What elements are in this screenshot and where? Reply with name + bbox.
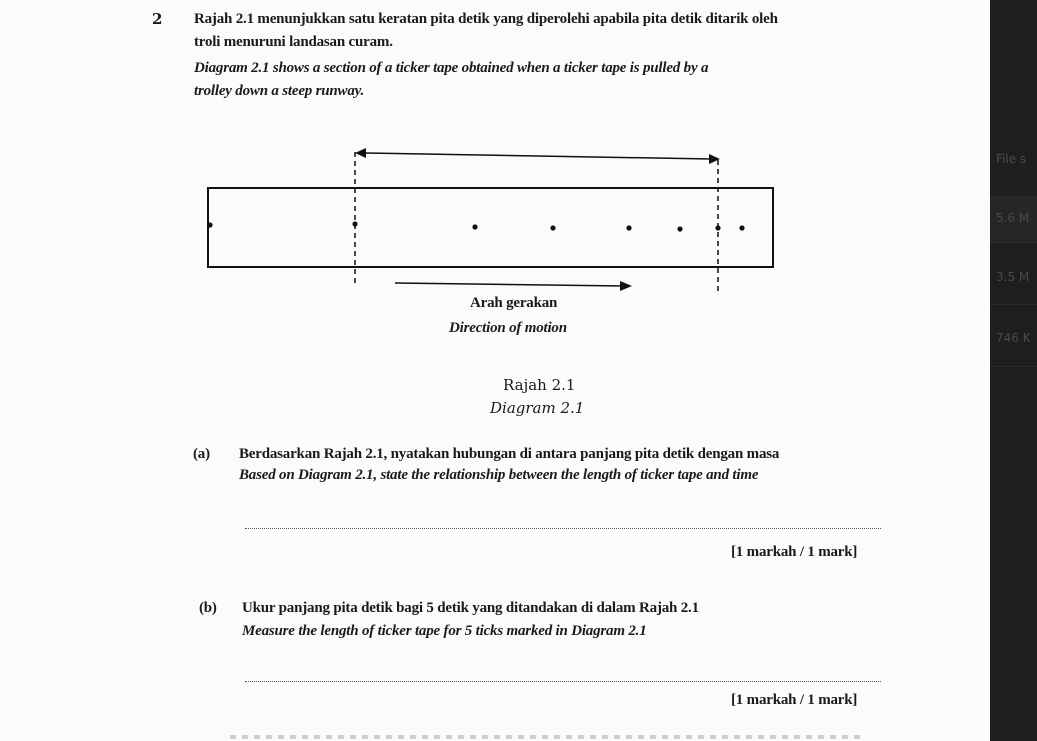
tape-dot [677, 226, 682, 231]
tape-dot [207, 222, 212, 227]
tape-dot [550, 225, 555, 230]
tape-dot [352, 221, 357, 226]
part-b-marks: [1 markah / 1 mark] [731, 692, 858, 708]
tape-dot [739, 225, 744, 230]
file-size-row[interactable]: 5.6 M [996, 211, 1030, 225]
direction-label-malay: Arah gerakan [470, 295, 558, 311]
side-divider [990, 366, 1037, 367]
part-a-malay: Berdasarkan Rajah 2.1, nyatakan hubungan di antara panjang pita detik dengan masa [239, 446, 780, 462]
side-divider [990, 196, 1037, 197]
part-b-english: Measure the length of ticker tape for 5 ticks marked in Diagram 2.1 [242, 623, 647, 639]
question-malay-line-2: troli menuruni landasan curam. [194, 34, 393, 50]
part-b-malay: Ukur panjang pita detik bagi 5 detik yang ditandakan di dalam Rajah 2.1 [242, 600, 699, 616]
question-malay-line-1: Rajah 2.1 menunjukkan satu keratan pita detik yang diperolehi apabila pita detik ditarik oleh [194, 11, 778, 27]
part-a-english: Based on Diagram 2.1, state the relationship between the length of ticker tape and time [239, 467, 759, 483]
question-number: 2 [152, 10, 163, 28]
direction-label-english: Direction of motion [449, 320, 567, 336]
tape-dot [626, 225, 631, 230]
measurement-arrow-line [364, 153, 711, 159]
diagram-caption-malay: Rajah 2.1 [503, 376, 576, 394]
part-b-label: (b) [199, 600, 217, 616]
side-divider [990, 304, 1037, 305]
part-a-label: (a) [193, 446, 210, 462]
question-english-line-1: Diagram 2.1 shows a section of a ticker tape obtained when a ticker tape is pulled by a [194, 60, 709, 76]
side-divider [990, 242, 1037, 243]
direction-arrow-head [620, 281, 632, 291]
tape-dot [715, 225, 720, 230]
file-size-row[interactable]: 746 K [996, 331, 1031, 345]
measurement-arrow-left-head [355, 148, 366, 158]
ticker-tape [208, 188, 773, 267]
direction-arrow-line [395, 283, 624, 286]
cut-off-next-line [230, 735, 860, 739]
file-size-side-panel [990, 0, 1037, 741]
file-size-header: File s [996, 152, 1027, 166]
diagram-caption-english: Diagram 2.1 [490, 399, 585, 417]
part-a-answer-line [245, 528, 881, 529]
file-size-row[interactable]: 3.5 M [996, 270, 1030, 284]
part-b-answer-line [245, 681, 881, 682]
tape-dot [472, 224, 477, 229]
part-a-marks: [1 markah / 1 mark] [731, 544, 858, 560]
question-english-line-2: trolley down a steep runway. [194, 83, 365, 99]
